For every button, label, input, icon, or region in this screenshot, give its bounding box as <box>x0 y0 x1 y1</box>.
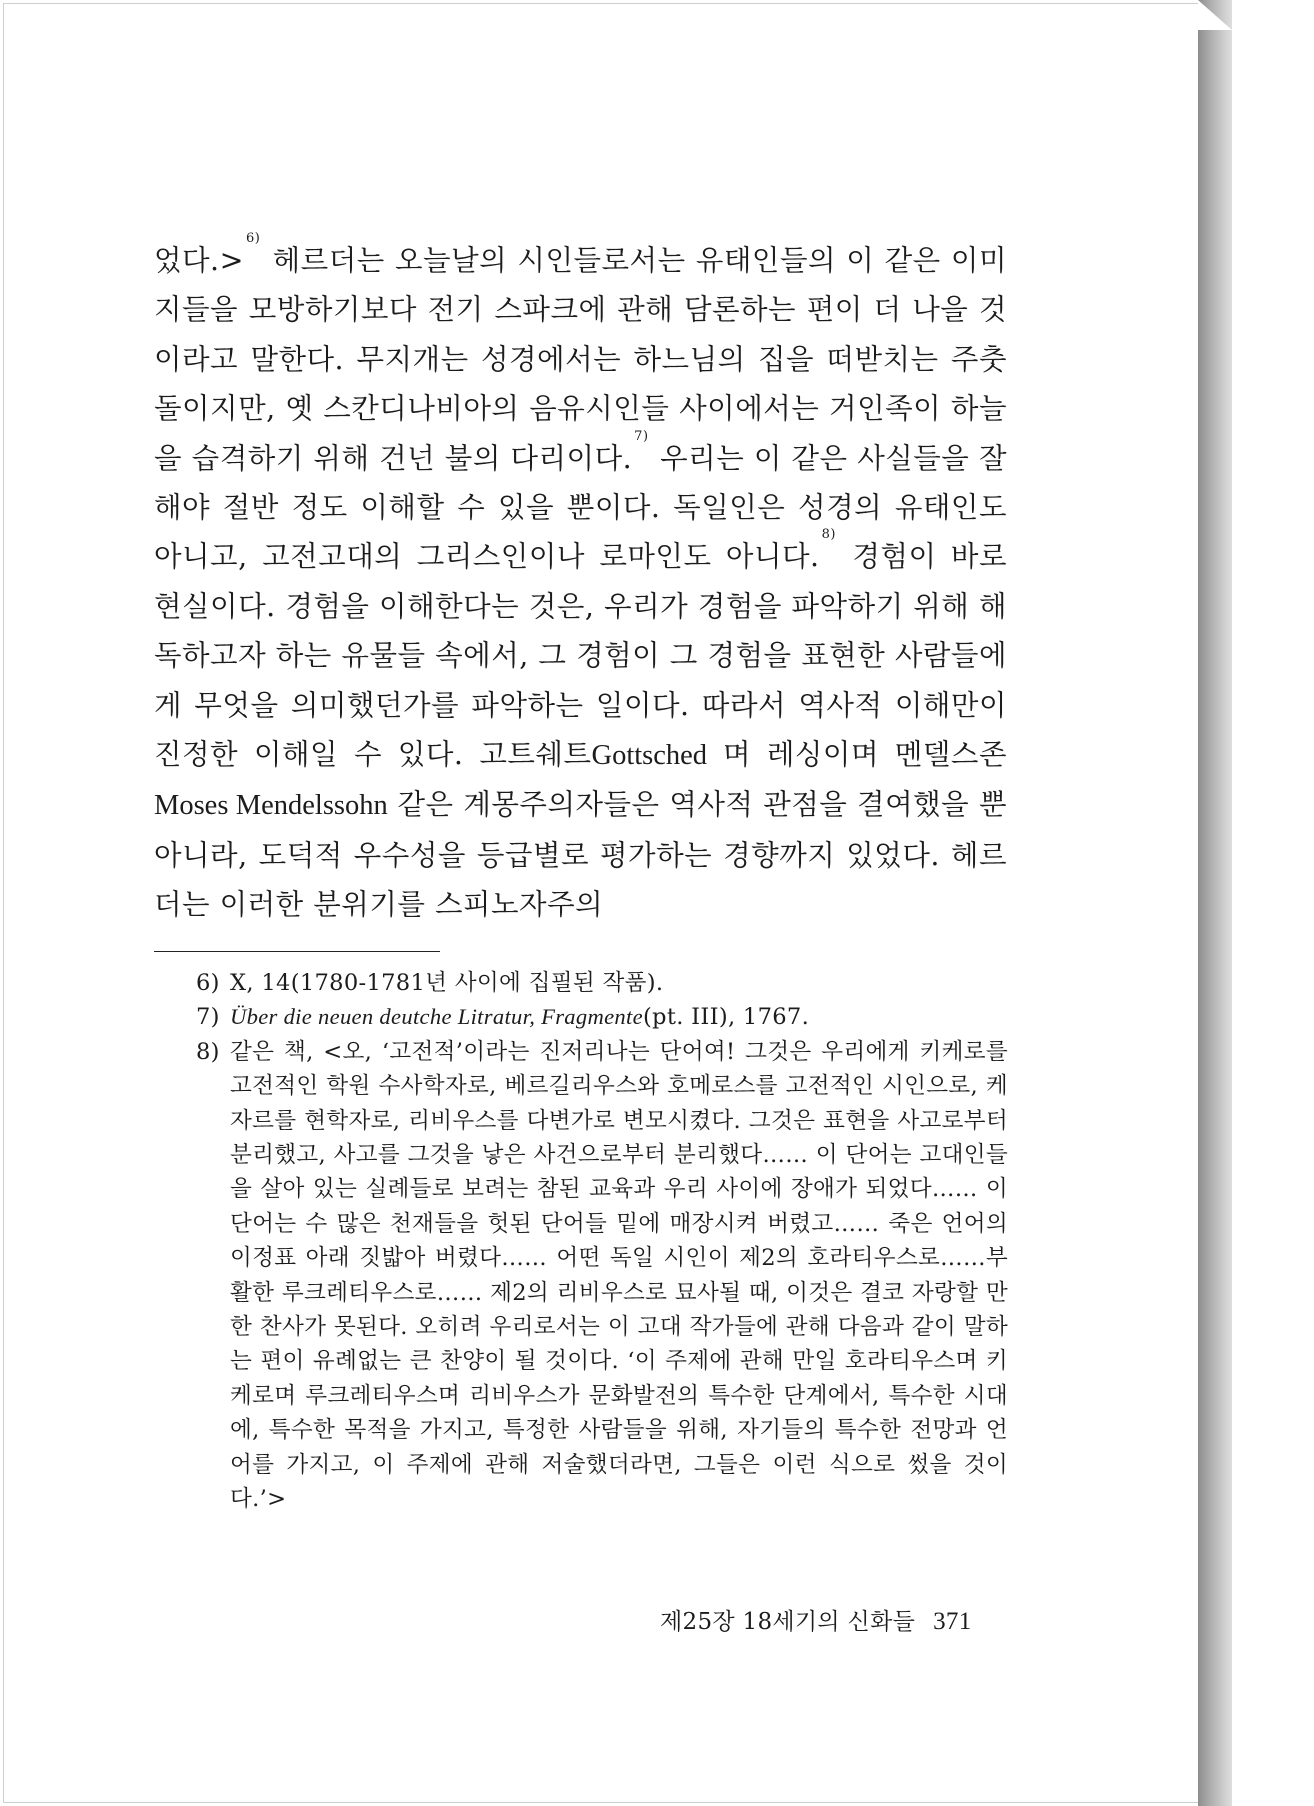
footnote-text: X, 14(1780-1781년 사이에 집필된 작품). <box>230 970 664 996</box>
book-edge <box>1198 0 1232 1806</box>
text-segment: 같은 계몽주의자들은 역사적 관점을 결여했을 뿐 아니라, 도덕적 우수성을 등급별로 평가하는 경향까지 있었다. 헤르더는 이러한 분위기를 스피노자주의 <box>154 788 1007 922</box>
text-segment: 헤르더는 오늘날의 시인들로서는 유태인들의 이 같은 이미지들을 모방하기보다 전기 스파크에 관해 담론하는 편이 더 나을 것이라고 말한다. 무지개는 성경에서는 하느님의 집을 떠받치는 주춧돌이지만, 옛 스칸디나비아의 음유시인들 사이에서는 거인족이 하늘을 습격하기 위해 건넌 불의 다리이다. <box>154 244 1007 475</box>
text-segment: 경험이 바로 현실이다. 경험을 이해한다는 것은, 우리가 경험을 파악하기 위해 해독하고자 하는 유물들 속에서, 그 경험이 그 경험을 표현한 사람들에게 무엇을 의미했던가를 파악하는 일이다. 따라서 역사적 이해만이 진정한 이해일 수 있다. 고트쉐트 <box>154 540 1007 772</box>
page-footer <box>660 1602 980 1642</box>
work-title: Über die neuen deutche Litratur, Fragmente <box>230 1004 643 1030</box>
text-segment: 며 레싱이며 멘델스존 <box>707 738 1007 772</box>
main-text <box>154 231 1007 930</box>
footnote-6 <box>196 966 1008 1000</box>
footnote-text: 같은 책, <오, ‘고전적’이라는 진저리나는 단어여! 그것은 우리에게 키케로를 고전적인 학원 수사학자로, 베르길리우스와 호메로스를 고전적인 시인으로, 케자르를 현학자로, 리비우스를 다변가로 변모시켰다. 그것은 표현을 사고로부터 분리했고, 사고를 그것을 낳은 사건으로부터 분리했다…… 이 단어는 고대인들을 살아 있는 실례들로 보려는 참된 교육과 우리 사이에 장애가 되었다…… 이 단어는 수 많은 천재들을 헛된 단어들 밑에 매장시켜 버렸고…… 죽은 언어의 이정표 아래 짓밟아 버렸다…… 어떤 독일 시인이 제2의 호라티우스로……부활한 루크레티우스로…… 제2의 리비우스로 묘사될 때, 이것은 결코 자랑할 만한 찬사가 못된다. 오히려 우리로서는 이 고대 작가들에 관해 다음과 같이 말하는 편이 유례없는 큰 찬양이 될 것이다. ‘이 주제에 관해 만일 호라티우스며 키케로며 루크레티우스며 리비우스가 문화발전의 특수한 단계에서, 특수한 시대에, 특수한 목적을 가지고, 특정한 사람들을 위해, 자기들의 특수한 전망과 언어를 가지고, 이 주제에 관해 저술했더라면, 그들은 이런 식으로 썼을 것이다.’> <box>230 1038 1008 1513</box>
text-segment: 었다.> <box>154 244 245 277</box>
footnote-divider <box>154 951 440 952</box>
main-paragraph <box>154 231 1007 930</box>
footnote-7 <box>196 1000 1008 1034</box>
running-header-chapter: 제25장 18세기의 신화들 <box>660 1609 916 1635</box>
text-segment: 우리는 이 같은 사실들을 잘해야 절반 정도 이해할 수 있을 뿐이다. 독일인은 성경의 유태인도 아니고, 고전고대의 그리스인이나 로마인도 아니다. <box>154 441 1007 574</box>
latin-name-gottsched: Gottsched <box>591 740 708 772</box>
footnote-number: 6) <box>196 970 220 996</box>
footnote-number: 8) <box>196 1038 220 1065</box>
footnote-number: 7) <box>196 1004 220 1031</box>
footnotes <box>196 966 1008 1517</box>
footnote-text-rest: (pt. III), 1767. <box>642 1004 810 1031</box>
footnote-ref-8: 8) <box>821 527 836 543</box>
latin-name-mendelssohn: Moses Mendelssohn <box>154 790 388 822</box>
footnote-text <box>196 1000 1008 1034</box>
footnote-8 <box>196 1035 1008 1517</box>
footnote-ref-6: 6) <box>246 231 261 246</box>
page-number: 371 <box>933 1608 972 1635</box>
footnote-ref-7: 7) <box>634 428 649 444</box>
